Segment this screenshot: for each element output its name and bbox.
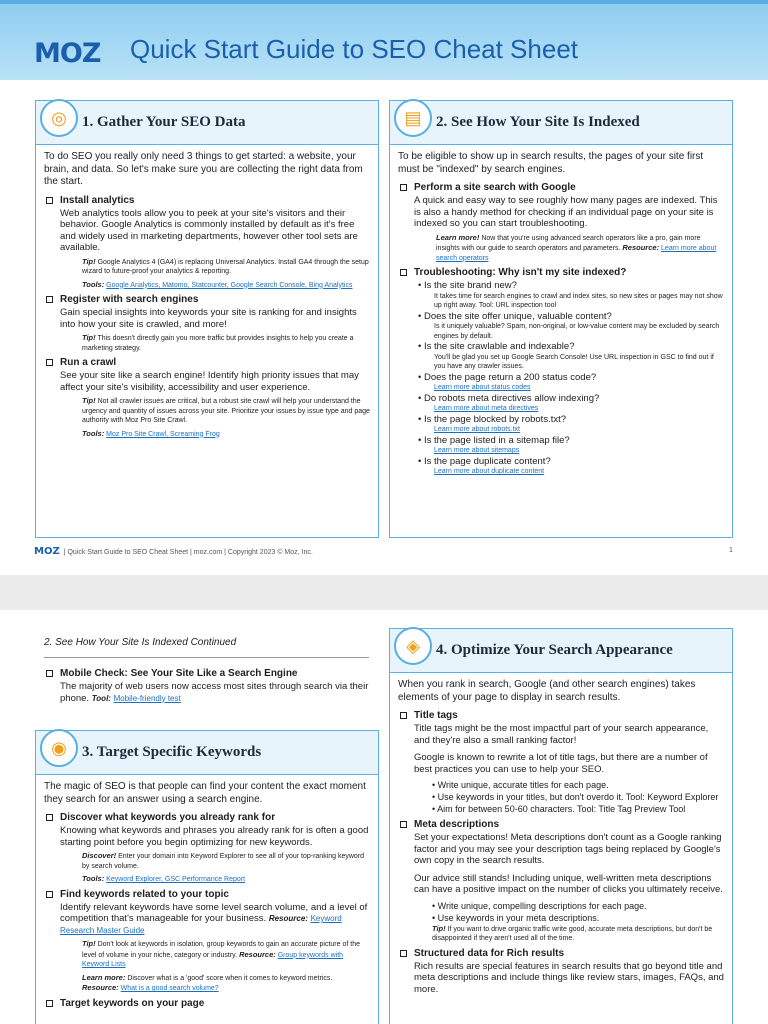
- section-intro: To be eligible to show up in search results, the pages of your site first must be "indexed" by search engines.: [398, 151, 704, 175]
- item-title: Run a crawl: [60, 357, 117, 368]
- checklist-item: [44, 889, 370, 994]
- checklist-item: [398, 819, 724, 944]
- item-body: Google is known to rewrite a lot of title tags, but there are a number of best practices you can use to help your SEO.: [414, 752, 708, 775]
- checklist-item: [44, 195, 370, 291]
- tip: Discover! Enter your domain into Keyword Explorer to see all of your top-ranking keyword by search volume.: [82, 851, 365, 870]
- tools-links[interactable]: Google Analytics, Matomo, Statcounter, Google Search Console, Bing Analytics: [106, 281, 353, 289]
- resource-link[interactable]: Keyword Research Master Guide: [60, 914, 342, 935]
- checkbox[interactable]: [400, 269, 407, 276]
- checkbox[interactable]: [46, 296, 53, 303]
- item-title: Discover what keywords you already rank for: [60, 812, 276, 823]
- item-body: Title tags might be the most impactful part of your search appearance, and they're also a small ranking factor!: [414, 723, 709, 746]
- header-banner: [0, 0, 768, 80]
- page-title: Quick Start Guide to SEO Cheat Sheet: [130, 34, 579, 64]
- item-body: Web analytics tools allow you to peek at your site's visitors and their behavior. Google Analytics is commonly installed by default as it's free and widely used in marketing departments, however other tool sets are available.: [60, 207, 358, 253]
- checkbox[interactable]: [46, 359, 53, 366]
- item-title: Perform a site search with Google: [414, 182, 576, 193]
- continued-title: 2. See How Your Site Is Indexed Continued: [44, 637, 237, 648]
- item-body: The majority of web users now access most sites through search via their phone. Tool: Mobile-friendly test: [60, 681, 369, 704]
- item-body: Knowing what keywords and phrases you already rank for is often a good starting point before you begin optimizing for new keywords.: [60, 825, 369, 848]
- divider: [44, 657, 369, 658]
- bullet-list: • Write unique, accurate titles for each page. • Use keywords in your titles, but don't overdo it. Tool: Keyword Explorer • Aim for between 50-60 characters. Tool: Title Tag Preview Tool: [432, 780, 719, 814]
- item-body: Our advice still stands! Including unique, well-written meta descriptions can have a positive impact on the number of clicks you ultimately receive.: [414, 872, 723, 895]
- section-title: 2. See How Your Site Is Indexed: [436, 114, 640, 130]
- eye-icon: ◈: [394, 627, 432, 665]
- book-icon: ▤: [394, 99, 432, 137]
- checkbox[interactable]: [400, 184, 407, 191]
- checklist-item: [44, 998, 370, 1010]
- item-body: Identify relevant keywords have some level search volume, and a level of competition that's manageable for your business. Resource: Keyword Research Master Guide: [60, 901, 368, 935]
- checkbox[interactable]: [46, 1000, 53, 1007]
- checkbox[interactable]: [46, 814, 53, 821]
- checklist-item: [398, 182, 724, 263]
- checklist-item: [398, 948, 724, 996]
- tools-links[interactable]: Moz Pro Site Crawl, Screaming Frog: [106, 430, 220, 438]
- checkbox[interactable]: [400, 821, 407, 828]
- tools: Tools: Google Analytics, Matomo, Statcounter, Google Search Console, Bing Analytics: [82, 279, 353, 289]
- section-indexed: [389, 100, 733, 538]
- checkbox[interactable]: [400, 950, 407, 957]
- tools-links[interactable]: Keyword Explorer, GSC Performance Report: [106, 876, 246, 883]
- item-title: Target keywords on your page: [60, 997, 205, 1009]
- question-list: • Is the site brand new? It takes time for search engines to crawl and index sites, so new sites or pages may not show up right away. Tool: URL inspection tool • Does the site offer unique, valuable content? Is it uniquely valuable? Spam, non-original, or low-value content may be excluded by search engines by default. • Is the site crawlable and indexable? You'll be glad you set up Google Search Console! Use URL inspection in GSC to find out if you have any crawler issues. • Does the page return a 200 status code? Learn more about status codes • Do robots meta directives allow indexing? Learn more about meta directives • Is the page blocked by robots.txt? Learn more about robots.txt • Is the page listed in a sitemap file? Learn more about sitemaps • Is the page duplicate content? Learn more about duplicate content: [418, 280, 723, 475]
- checkbox[interactable]: [46, 197, 53, 204]
- checklist-item: [44, 668, 374, 704]
- checkbox[interactable]: [46, 670, 53, 677]
- item-body: Gain special insights into keywords your site is ranking for and insights into how your site is crawled, and more!: [60, 307, 357, 330]
- section-search-appearance: [389, 628, 733, 1024]
- section-intro: The magic of SEO is that people can find your content the exact moment they search for an answer using a search engine.: [44, 781, 366, 805]
- section-title: 3. Target Specific Keywords: [82, 744, 262, 760]
- moz-logo: MOZ: [34, 38, 101, 69]
- resource-link[interactable]: Learn more about search operators: [436, 245, 717, 262]
- bullseye-icon: ◉: [40, 729, 78, 767]
- sitemaps-link[interactable]: Learn more about sitemaps: [434, 447, 520, 454]
- section-title: 4. Optimize Your Search Appearance: [436, 642, 673, 658]
- checklist-item: [398, 710, 724, 815]
- tip: Tip! Google Analytics 4 (GA4) is replacing Universal Analytics. Install GA4 through the setup wizard to future-proof your analytics & reporting.: [82, 256, 369, 275]
- robots-link[interactable]: Learn more about robots.txt: [434, 426, 520, 433]
- checkbox[interactable]: [400, 712, 407, 719]
- checklist-item: [398, 267, 724, 477]
- item-title: Structured data for Rich results: [414, 947, 565, 959]
- item-title: Find keywords related to your topic: [60, 888, 229, 900]
- target-chart-icon: ◎: [40, 99, 78, 137]
- item-body: A quick and easy way to see roughly how many pages are indexed. This is also a handy method for checking if an individual page on your site is indexed so you can start troubleshooting.: [414, 195, 718, 229]
- section-keywords: [35, 730, 379, 1024]
- mobile-test-link[interactable]: Mobile-friendly test: [113, 693, 181, 703]
- section-title: 1. Gather Your SEO Data: [82, 114, 246, 130]
- section-gather-data: [35, 100, 379, 538]
- checklist-item: [44, 812, 370, 885]
- tip: Tip! This doesn't directly gain you more traffic but provides insights to help you create a marketing strategy.: [82, 333, 354, 352]
- duplicate-content-link[interactable]: Learn more about duplicate content: [434, 468, 545, 475]
- item-body: See your site like a search engine! Identify high priority issues that may affect your site's visibility, accessibility and user experience.: [60, 370, 359, 393]
- status-codes-link[interactable]: Learn more about status codes: [434, 384, 531, 391]
- section-intro: When you rank in search, Google (and other search engines) takes elements of your page to display in search results.: [398, 679, 696, 703]
- tools: Tools: Keyword Explorer, GSC Performance Report: [82, 874, 246, 883]
- resource-link[interactable]: Group keywords with Keyword Lists: [82, 951, 344, 968]
- tip: Tip! If you want to drive organic traffic write good, accurate meta descriptions, but don't be disappointed if they aren't used all of the time.: [432, 923, 713, 942]
- item-body: Rich results are special features in search results that go beyond title and meta descriptions and include things like review stars, images, FAQs, and more.: [414, 960, 724, 995]
- tip: Tip! Not all crawler issues are critical, but a robust site crawl will help your understand the urgency and quantity of issues across your site. Prioritize your issues by issue type and page authority with Moz Pro Site Crawl.: [82, 396, 370, 424]
- item-title: Troubleshooting: Why isn't my site indexed?: [414, 267, 627, 278]
- meta-directives-link[interactable]: Learn more about meta directives: [434, 405, 539, 412]
- item-title: Install analytics: [60, 194, 135, 206]
- tip: Tip! Don't look at keywords in isolation, group keywords to gain an accurate picture of the level of volume in your niche, category or industry. Resource: Group keywords with Keyword Lists: [82, 939, 360, 968]
- item-title: Mobile Check: See Your Site Like a Search Engine: [60, 668, 298, 679]
- item-title: Register with search engines: [60, 294, 199, 305]
- checkbox[interactable]: [46, 891, 53, 898]
- learn-more: Learn more: Discover what is a 'good' score when it comes to keyword metrics. Resource: What is a good search volume?: [82, 972, 333, 992]
- footer: MOZ | Quick Start Guide to SEO Cheat Sheet | moz.com | Copyright 2023 © Moz, Inc.: [34, 546, 313, 557]
- resource-link[interactable]: What is a good search volume?: [120, 985, 219, 992]
- bullet-list: • Write unique, compelling descriptions for each page. • Use keywords in your meta descriptions.: [432, 900, 647, 923]
- item-title: Meta descriptions: [414, 819, 500, 830]
- checklist-item: [44, 294, 370, 353]
- section-intro: To do SEO you really only need 3 things to get started: a website, your brain, and data. So let's make sure you are collecting the right data from the start.: [44, 151, 363, 187]
- page-number: 1: [729, 547, 733, 554]
- learn-more: Learn more! Now that you're using advanced search operators like a pro, gain more insights with our guide to search operators and parameters. Resource: Learn more about search operators: [436, 232, 717, 262]
- tools: Tools: Moz Pro Site Crawl, Screaming Frog: [82, 428, 220, 438]
- checklist-item: [44, 357, 370, 439]
- item-title: Title tags: [414, 710, 458, 721]
- item-body: Set your expectations! Meta descriptions don't count as a Google ranking factor and you may see your description tags being replaced by Google's own copy in the search results.: [414, 832, 722, 866]
